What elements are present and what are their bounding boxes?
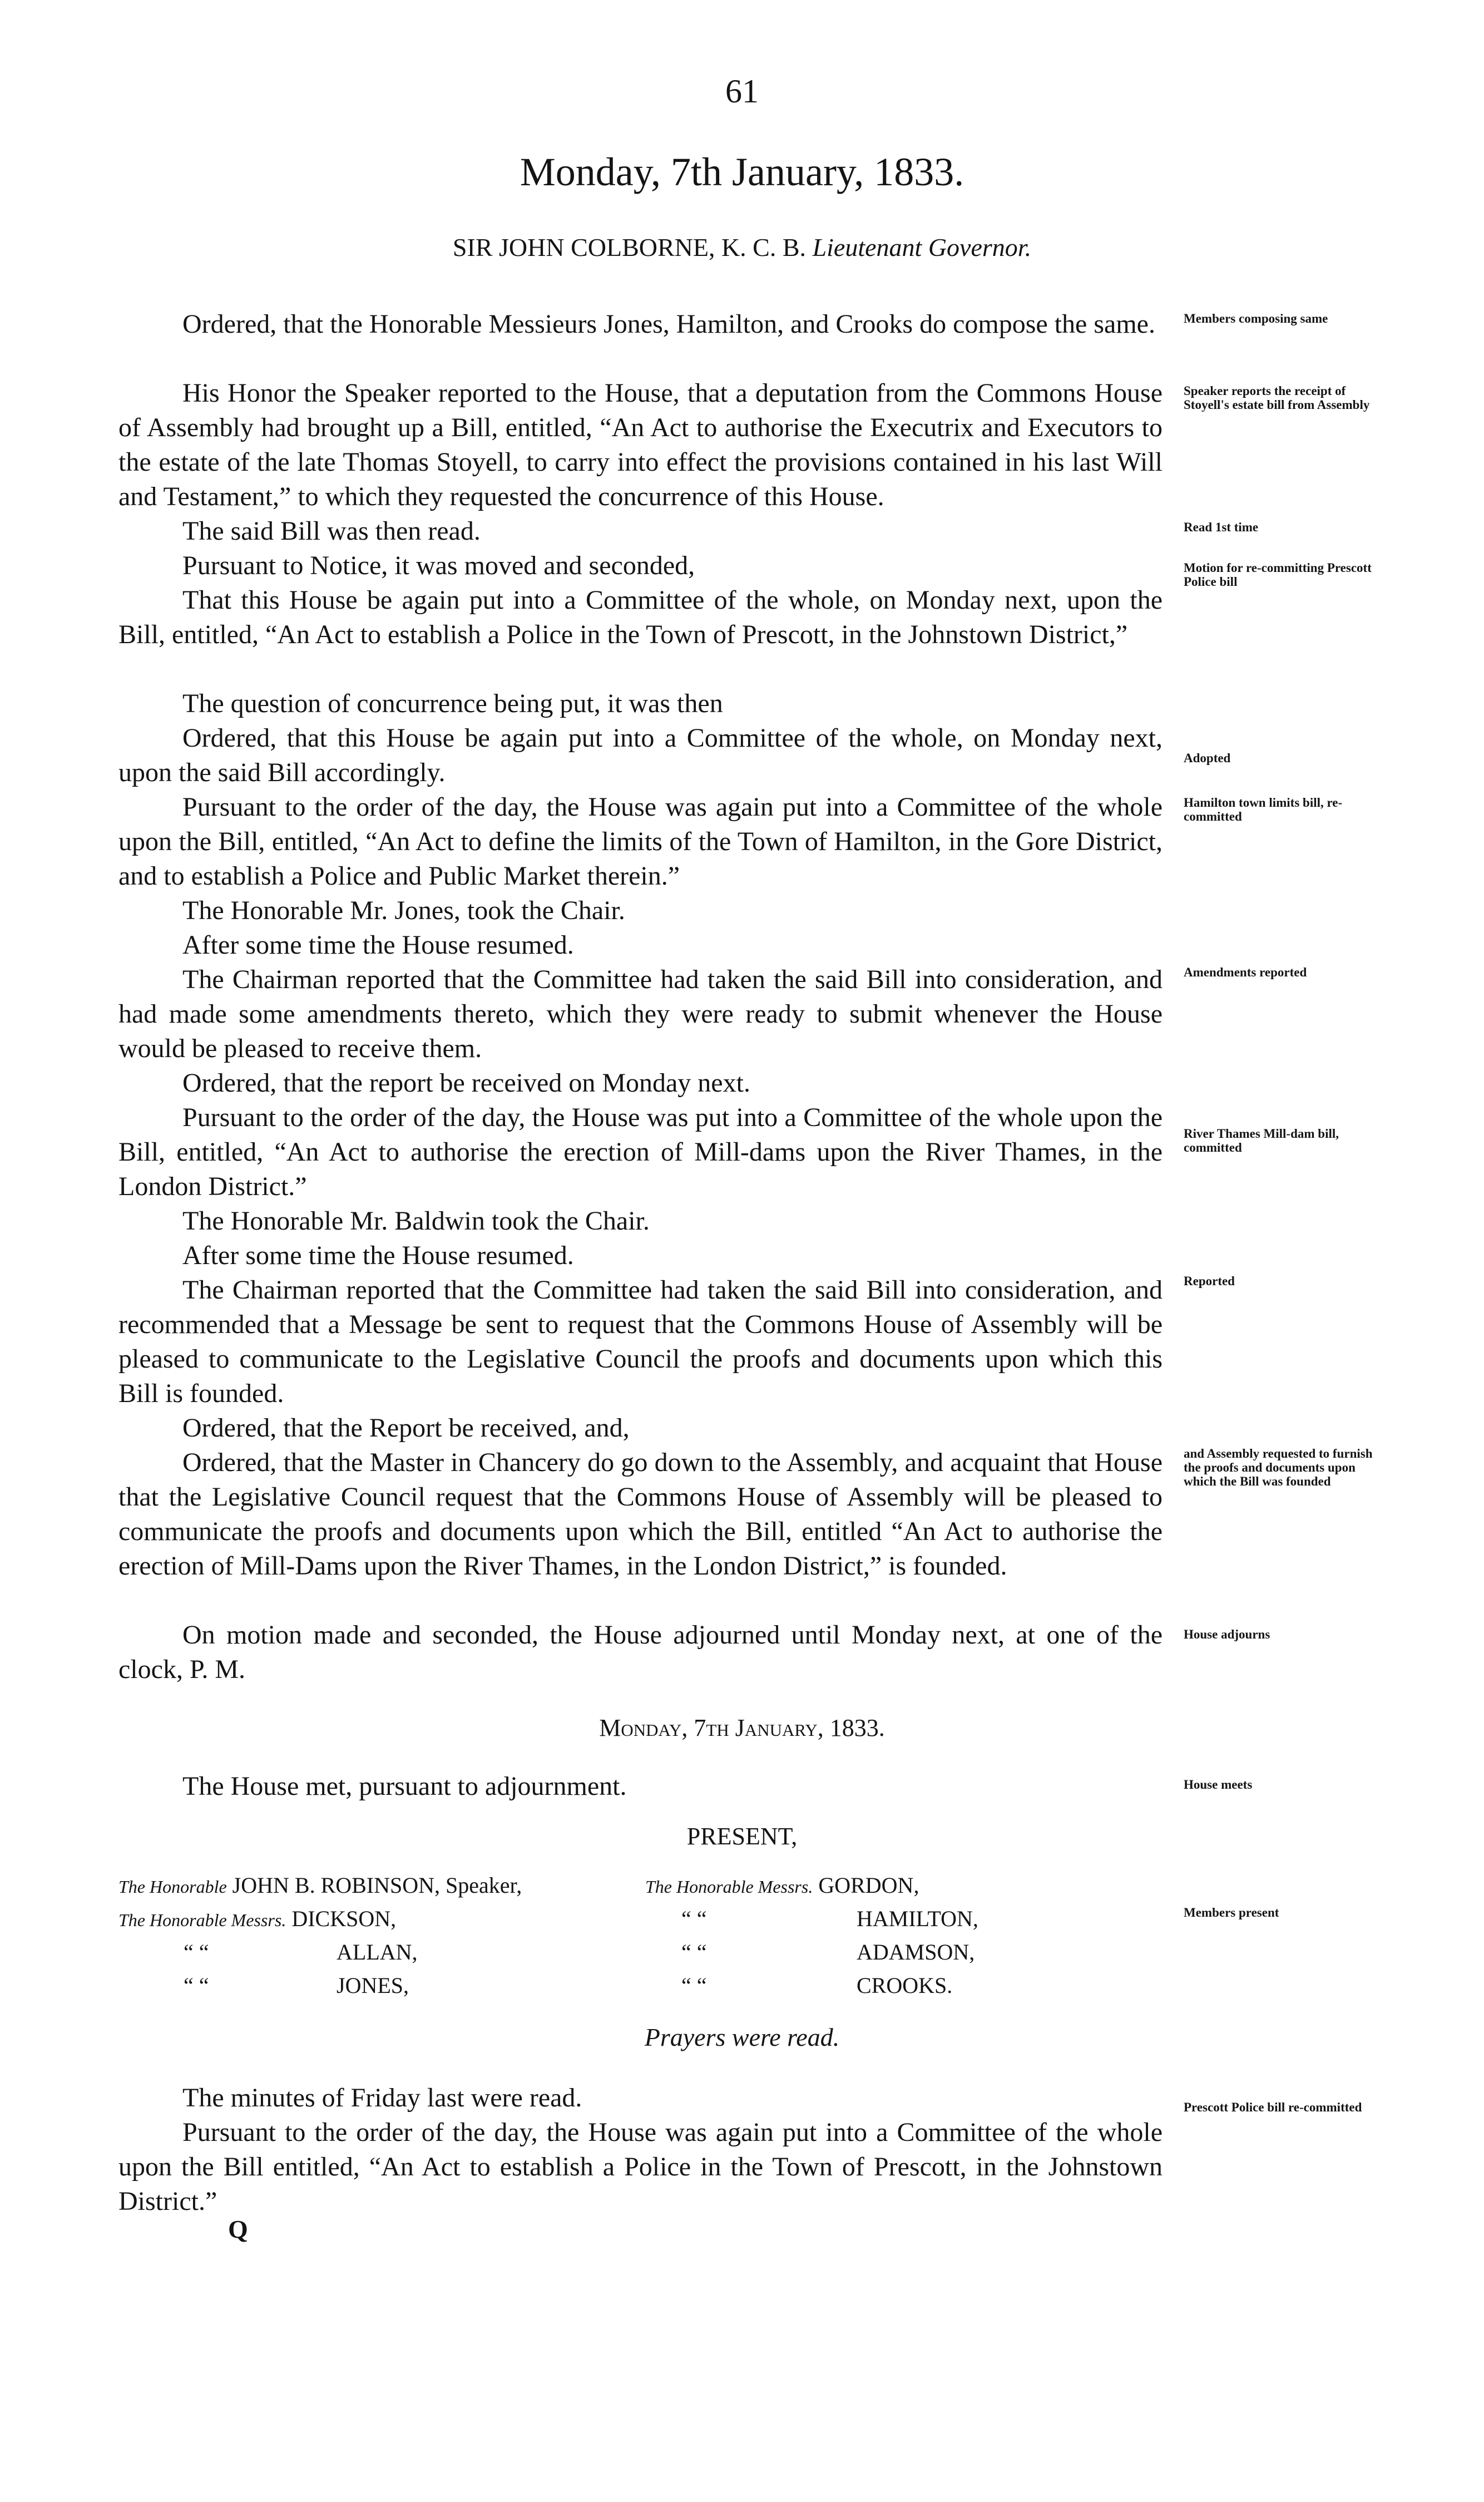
- margin-note: and Assembly requested to furnish the proofs and documents upon which the Bill was founded: [1184, 1447, 1373, 1488]
- prayers-line: Prayers were read.: [644, 2023, 840, 2051]
- ditto-marks: “ “: [681, 1940, 707, 1965]
- member-name: CROOKS.: [857, 1973, 953, 1998]
- margin-note: Speaker reports the receipt of Stoyell's estate bill from Assembly: [1184, 384, 1370, 412]
- paragraph: Ordered, that the Master in Chancery do go down to the Assembly, and acquaint that House that the Legislative Council request that the Commons House of Assembly will be pleased to communicate the proofs and documents upon which the Bill, entitled “An Act to authorise the erection of Mill-Dams upon the River Thames, in the London District,” is founded.: [118, 1448, 1163, 1581]
- ditto-marks: “ “: [184, 1973, 209, 1998]
- member-name: ALLAN,: [337, 1940, 418, 1965]
- paragraph: The Honorable Mr. Baldwin took the Chair.: [182, 1206, 650, 1236]
- paragraph: Ordered, that the Report be received, and,: [182, 1413, 630, 1443]
- second-date-heading: Monday, 7th January, 1833.: [599, 1714, 885, 1741]
- paragraph: The Honorable Mr. Jones, took the Chair.: [182, 896, 625, 925]
- margin-note: House adjourns: [1184, 1627, 1270, 1641]
- page-number: 61: [725, 73, 759, 110]
- governor-line: [0, 233, 1484, 262]
- governor-name: SIR JOHN COLBORNE, K. C. B.: [452, 233, 807, 261]
- paragraph: Pursuant to the order of the day, the House was again put into a Committee of the whole upon the Bill entitled, “An Act to establish a Police in the Town of Prescott, in the Johnstown District.”: [118, 2118, 1163, 2216]
- house-met-line: The House met, pursuant to adjournment.: [182, 1771, 627, 1801]
- paragraph: The question of concurrence being put, it was then: [182, 689, 723, 718]
- paragraph: Pursuant to the order of the day, the House was again put into a Committee of the whole upon the Bill, entitled, “An Act to define the limits of the Town of Hamilton, in the Gore District, and to establish a Police and Public Market therein.”: [118, 792, 1163, 891]
- present-row: [118, 1872, 522, 1898]
- ditto-marks: “ “: [681, 1973, 707, 1998]
- paragraph: On motion made and seconded, the House adjourned until Monday next, at one of the clock, P. M.: [118, 1620, 1163, 1684]
- present-row: [645, 1872, 919, 1898]
- margin-note: Motion for re-committing Prescott Police bill: [1184, 561, 1372, 589]
- paragraph: Ordered, that this House be again put into a Committee of the whole, on Monday next, upon the said Bill accordingly.: [118, 723, 1163, 787]
- paragraph: The said Bill was then read.: [182, 516, 481, 546]
- margin-note: Read 1st time: [1184, 520, 1259, 534]
- paragraph: After some time the House resumed.: [182, 930, 574, 960]
- governor-title: Lieutenant Governor.: [812, 233, 1032, 261]
- paragraph: Ordered, that the report be received on Monday next.: [182, 1068, 750, 1098]
- paragraph: The minutes of Friday last were read.: [182, 2083, 582, 2113]
- present-row: [118, 1906, 396, 1932]
- honorific: The Honorable Messrs.: [645, 1877, 813, 1897]
- paragraph: Ordered, that the Honorable Messieurs Jones, Hamilton, and Crooks do compose the same.: [182, 309, 1155, 339]
- margin-note: River Thames Mill-dam bill, committed: [1184, 1127, 1339, 1154]
- paragraph: The Chairman reported that the Committee had taken the said Bill into consideration, and recommended that a Message be sent to request that the Commons House of Assembly will be pleased to communicate to the Legislative Council the proofs and documents upon which this Bill is founded.: [118, 1275, 1163, 1408]
- paragraph: After some time the House resumed.: [182, 1241, 574, 1270]
- margin-note: Amendments reported: [1184, 965, 1307, 979]
- margin-note: Adopted: [1184, 751, 1231, 765]
- paragraph: His Honor the Speaker reported to the House, that a deputation from the Commons House of Assembly had brought up a Bill, entitled, “An Act to authorise the Executrix and Executors to the estate of the late Thomas Stoyell, to carry into effect the provisions contained in his last Will and Testament,” to which they requested the concurrence of this House.: [118, 378, 1163, 511]
- honorific: The Honorable Messrs.: [118, 1910, 286, 1930]
- member-name: DICKSON,: [291, 1906, 397, 1931]
- date-heading: Monday, 7th January, 1833.: [520, 150, 964, 194]
- margin-note: Members composing same: [1184, 312, 1328, 325]
- paragraph: That this House be again put into a Committee of the whole, on Monday next, upon the Bill, entitled, “An Act to establish a Police in the Town of Prescott, in the Johnstown District,”: [118, 585, 1163, 649]
- margin-note: Hamilton town limits bill, re-committed: [1184, 796, 1343, 823]
- paragraph: Pursuant to the order of the day, the House was put into a Committee of the whole upon the Bill, entitled, “An Act to authorise the erection of Mill-dams upon the River Thames, in the London District.”: [118, 1103, 1163, 1201]
- member-name: ADAMSON,: [857, 1940, 975, 1965]
- member-name: HAMILTON,: [857, 1906, 978, 1931]
- member-name: GORDON,: [818, 1873, 919, 1898]
- member-name: JOHN B. ROBINSON, Speaker,: [232, 1873, 522, 1898]
- margin-note: Prescott Police bill re-committed: [1184, 2100, 1362, 2114]
- signature-mark: Q: [228, 2215, 248, 2243]
- margin-note: Members present: [1184, 1906, 1279, 1919]
- member-name: JONES,: [337, 1973, 409, 1998]
- present-heading: PRESENT,: [686, 1823, 798, 1850]
- ditto-marks: “ “: [681, 1906, 707, 1931]
- paragraph: The Chairman reported that the Committee had taken the said Bill into consideration, and had made some amendments thereto, which they were ready to submit whenever the House would be pleased to receive them.: [118, 965, 1163, 1063]
- margin-note: House meets: [1184, 1778, 1253, 1792]
- paragraph: Pursuant to Notice, it was moved and seconded,: [182, 551, 695, 580]
- honorific: The Honorable: [118, 1877, 227, 1897]
- margin-note: Reported: [1184, 1274, 1235, 1288]
- ditto-marks: “ “: [184, 1940, 209, 1965]
